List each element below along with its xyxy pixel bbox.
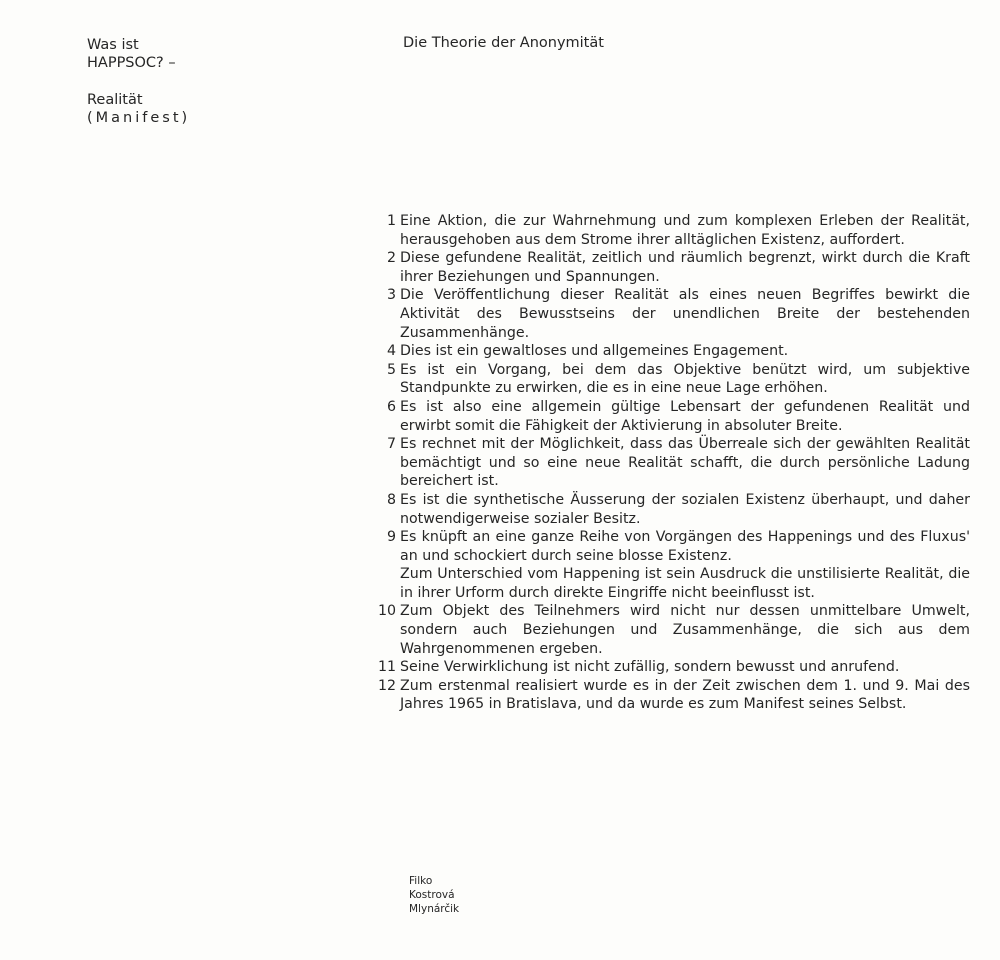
page-title: Die Theorie der Anonymität — [403, 35, 604, 51]
item-text: Diese gefundene Realität, zeitlich und räumlich begrenzt, wirkt durch die Kraft ihrer Beziehungen und Spannungen. — [400, 250, 970, 285]
signature-name: Mlynárčik — [409, 903, 460, 915]
sidebar-line-realitaet: Realität — [87, 92, 143, 108]
manifest-item — [364, 658, 970, 677]
manifest-item — [364, 435, 970, 491]
item-text-group — [400, 528, 970, 602]
item-number: 4 — [386, 343, 396, 360]
item-text: Zum Objekt des Teilnehmers wird nicht nur dessen unmittelbare Umwelt, sondern auch Beziehungen und Zusammenhänge, die sich aus dem Wahrgenommenen ergeben. — [400, 603, 970, 657]
item-number: 12 — [377, 677, 396, 694]
item-text: Es ist also eine allgemein gültige Lebensart der gefundenen Realität und erwirbt somit die Fähigkeit der Aktivierung in absoluter Breite. — [400, 398, 970, 434]
item-text-continuation: Zum Unterschied vom Happening ist sein Ausdruck die unstilisierte Realität, die in ihrer Urform durch direkte Eingriffe nicht beeinflusst ist. — [400, 566, 970, 601]
manifest-item — [364, 342, 970, 361]
item-number: 1 — [386, 213, 396, 229]
manifest-item — [364, 361, 970, 398]
item-number: 3 — [386, 287, 396, 304]
item-text: Dies ist ein gewaltloses und allgemeines Engagement. — [400, 343, 789, 360]
item-text: Die Veröffentlichung dieser Realität als eines neuen Begriffes bewirkt die Aktivität des Bewusstseins der unendlichen Breite der bestehenden Zusammenhänge. — [400, 287, 970, 341]
sidebar-heading — [87, 36, 190, 127]
sidebar-line-was-ist: Was ist — [87, 37, 139, 53]
signatures — [409, 874, 459, 916]
sidebar-gap — [87, 72, 190, 91]
item-number: 11 — [377, 659, 396, 676]
signature-name: Kostrová — [409, 889, 455, 901]
item-text: Es rechnet mit der Möglichkeit, dass das Überreale sich der gewählten Realität bemächtigt und so eine neue Realität schafft, die durch persönliche Ladung bereichert ist. — [400, 436, 970, 490]
item-text: Zum erstenmal realisiert wurde es in der Zeit zwischen dem 1. und 9. Mai des Jahres 1965 in Bratislava, und da wurde es zum Manifest seines Selbst. — [400, 677, 970, 713]
manifest-item — [364, 491, 970, 528]
item-number: 5 — [386, 361, 396, 378]
sidebar-line-happsoc: HAPPSOC? – — [87, 55, 176, 71]
signature-name: Filko — [409, 875, 433, 887]
item-number: 9 — [386, 529, 396, 546]
manifest-item — [364, 528, 970, 602]
manifest-item — [364, 286, 970, 342]
manifest-item — [364, 212, 970, 249]
manifest-item — [364, 602, 970, 658]
item-text: Es knüpft an eine ganze Reihe von Vorgängen des Happenings und des Fluxus' an und schockiert durch seine blosse Existenz. — [400, 529, 970, 564]
manifest-item — [364, 398, 970, 435]
sidebar-line-manifest: (Manifest) — [87, 110, 191, 126]
item-text: Eine Aktion, die zur Wahrnehmung und zum komplexen Erleben der Realität, herausgehoben aus dem Strome ihrer alltäglichen Existenz, auffordert. — [400, 213, 970, 248]
item-number: 10 — [377, 603, 396, 620]
item-text: Es ist die synthetische Äusserung der sozialen Existenz überhaupt, und daher notwendigerweise sozialer Besitz. — [400, 491, 970, 527]
manifest-item — [364, 677, 970, 714]
item-number: 2 — [386, 250, 396, 267]
manifest-list — [364, 212, 970, 714]
manifest-item — [364, 249, 970, 286]
item-number: 7 — [386, 436, 396, 453]
item-number: 8 — [386, 491, 396, 508]
item-text: Es ist ein Vorgang, bei dem das Objektive benützt wird, um subjektive Standpunkte zu erwirken, die es in eine neue Lage erhöhen. — [400, 361, 970, 397]
item-text: Seine Verwirklichung ist nicht zufällig, sondern bewusst und anrufend. — [400, 659, 900, 676]
item-number: 6 — [386, 398, 396, 415]
